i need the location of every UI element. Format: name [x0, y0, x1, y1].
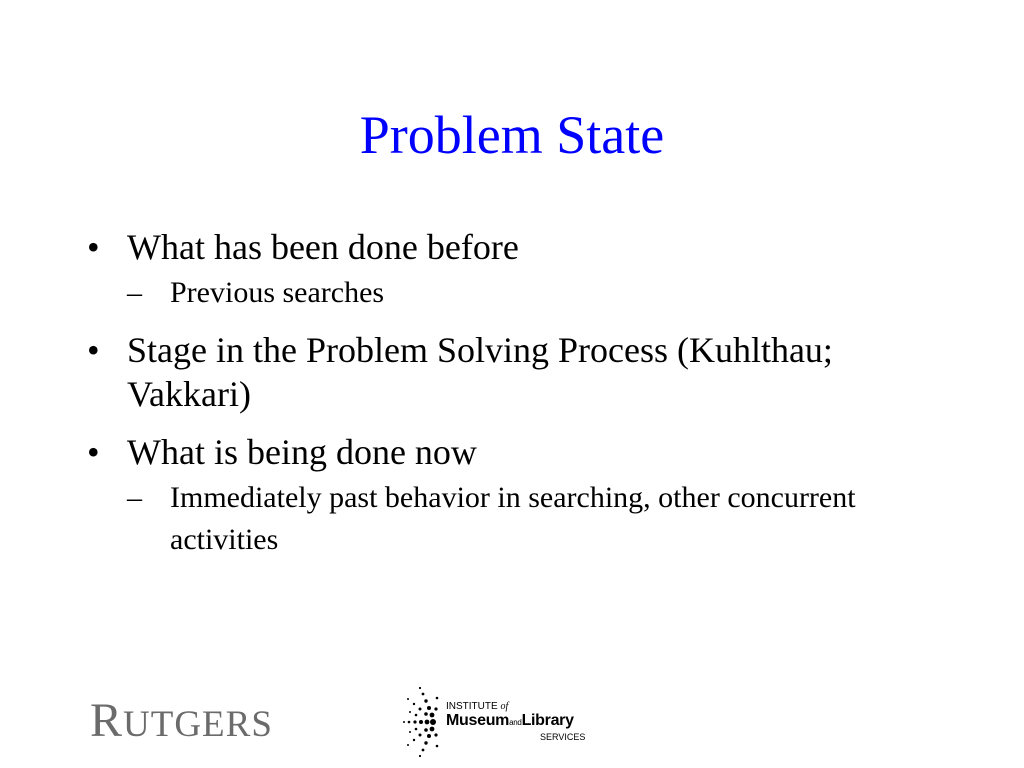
imls-logo-library: Library [521, 712, 574, 729]
imls-logo-institute-word: INSTITUTE [446, 701, 498, 712]
imls-logo-of: of [500, 701, 509, 712]
bullet-list [87, 225, 947, 561]
bullet-marker: • [87, 330, 100, 370]
bullet-item [87, 225, 947, 314]
sub-bullet-list [127, 272, 947, 314]
imls-logo [402, 684, 592, 760]
rutgers-logo [90, 695, 273, 755]
imls-logo-institute [446, 702, 585, 712]
sub-bullet-text: Immediately past behavior in searching, other concurrent activities [170, 481, 856, 556]
bullet-text: Stage in the Problem Solving Process (Kuhlthau; Vakkari) [127, 330, 833, 414]
sub-bullet-text: Previous searches [170, 276, 385, 309]
imls-logo-and: and [509, 718, 522, 727]
bullet-marker: • [87, 432, 100, 472]
slide-title: Problem State [359, 105, 665, 165]
bullet-marker: • [87, 227, 100, 267]
rutgers-logo-rest: UTGERS [123, 704, 273, 745]
bullet-item [87, 430, 947, 561]
imls-logo-museum: Museum [446, 712, 510, 729]
imls-logo-name [446, 712, 585, 732]
sub-bullet-list [127, 477, 947, 561]
imls-starburst-icon [402, 684, 442, 760]
imls-logo-text [446, 702, 585, 742]
rutgers-logo-initial: R [90, 694, 124, 747]
bullet-text: What has been done before [127, 227, 519, 267]
bullet-text: What is being done now [127, 432, 477, 472]
sub-bullet-marker: – [127, 481, 142, 514]
sub-bullet-item [127, 477, 947, 561]
sub-bullet-item [127, 272, 947, 314]
sub-bullet-marker: – [127, 276, 142, 309]
bullet-item [87, 328, 947, 416]
imls-logo-services: SERVICES [540, 732, 586, 742]
